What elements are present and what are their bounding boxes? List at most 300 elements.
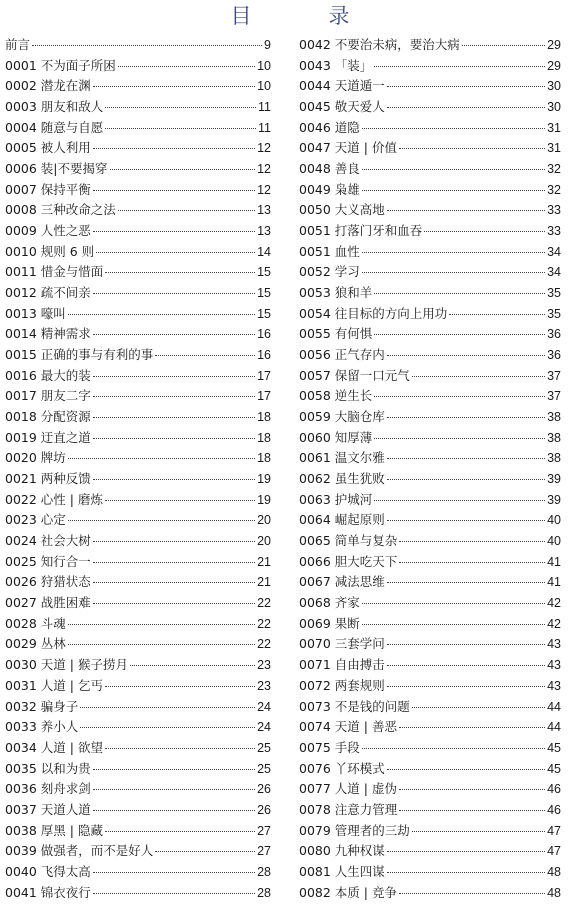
toc-entry-page: 40 (547, 513, 561, 528)
toc-entry-page: 29 (547, 38, 561, 52)
dot-leader (362, 748, 545, 749)
toc-entry[interactable] (5, 283, 271, 304)
dot-leader (374, 293, 545, 294)
toc-entry[interactable] (299, 593, 561, 614)
toc-entry-label: 0052 学习 (299, 264, 360, 280)
dot-leader (399, 810, 545, 811)
dot-leader (93, 438, 255, 439)
toc-entry-page: 16 (257, 348, 271, 363)
dot-leader (374, 438, 545, 439)
toc-entry-page: 16 (257, 327, 271, 342)
toc-entry-label: 0081 人生四谋 (299, 863, 385, 879)
dot-leader (105, 128, 256, 129)
toc-entry[interactable] (5, 56, 271, 77)
dot-leader (93, 872, 255, 873)
dot-leader (105, 686, 255, 687)
toc-entry-page: 13 (257, 224, 271, 239)
toc-entry[interactable] (5, 345, 271, 366)
toc-entry[interactable] (299, 676, 561, 697)
toc-entry[interactable] (5, 614, 271, 635)
toc-entry-label: 0064 崛起原则 (299, 512, 385, 528)
toc-entry-page: 20 (257, 534, 271, 549)
dot-leader (387, 210, 545, 211)
toc-entry[interactable] (5, 262, 271, 283)
toc-entry-page: 25 (257, 761, 271, 776)
toc-entry[interactable] (5, 490, 271, 511)
toc-entry[interactable] (299, 717, 561, 738)
dot-leader (93, 417, 255, 418)
toc-entry-page: 18 (257, 430, 271, 445)
toc-entry[interactable] (5, 428, 271, 449)
toc-entry[interactable] (5, 97, 271, 118)
toc-entry-label: 0010 规则 6 则 (5, 243, 95, 259)
toc-entry-label: 0001 不为面子所困 (5, 57, 116, 73)
dot-leader (118, 210, 255, 211)
dot-leader (462, 45, 545, 46)
toc-entry-page: 15 (257, 286, 271, 301)
toc-entry-label: 0004 随意与自愿 (5, 119, 104, 135)
dot-leader (399, 789, 545, 790)
toc-entry[interactable] (5, 717, 271, 738)
toc-entry-page: 26 (257, 782, 271, 797)
toc-entry-label: 0056 正气存内 (299, 347, 385, 363)
toc-entry-page: 33 (547, 203, 561, 218)
toc-entry-label: 0034 人道 | 欲望 (5, 739, 103, 755)
toc-entry-label: 0003 朋友和敌人 (5, 99, 104, 115)
toc-entry-label: 0063 护城河 (299, 491, 373, 507)
toc-entry-page: 17 (257, 389, 271, 404)
toc-entry[interactable] (5, 738, 271, 759)
dot-leader (387, 769, 545, 770)
toc-entry[interactable] (299, 324, 561, 345)
toc-entry-page: 36 (547, 348, 561, 363)
toc-entry-page: 22 (257, 637, 271, 652)
toc-entry-page: 28 (257, 885, 271, 900)
toc-entry-page: 27 (257, 823, 271, 838)
toc-entry-page: 21 (257, 575, 271, 590)
toc-entry[interactable] (299, 386, 561, 407)
toc-entry[interactable] (299, 159, 561, 180)
toc-entry-page: 11 (258, 100, 271, 115)
toc-entry[interactable] (299, 407, 561, 428)
toc-entry-page: 42 (547, 596, 561, 611)
toc-entry[interactable] (5, 572, 271, 593)
toc-entry-label: 0008 三种改命之法 (5, 202, 116, 218)
toc-entry-page: 41 (547, 554, 561, 569)
dot-leader (68, 314, 255, 315)
toc-entry-page: 17 (257, 368, 271, 383)
toc-entry[interactable] (299, 200, 561, 221)
toc-entry-label: 0005 被人利用 (5, 140, 91, 156)
toc-entry[interactable] (299, 283, 561, 304)
toc-entry-page: 18 (257, 410, 271, 425)
dot-leader (68, 644, 255, 645)
toc-entry-label: 0066 胆大吃天下 (299, 553, 398, 569)
toc-entry[interactable] (5, 697, 271, 718)
toc-entry-label: 0037 天道人道 (5, 801, 91, 817)
toc-entry-page: 44 (547, 699, 561, 714)
dot-leader (130, 665, 255, 666)
toc-entry-page: 48 (547, 864, 561, 879)
toc-entry[interactable] (299, 118, 561, 139)
toc-entry-label: 0027 战胜困难 (5, 595, 91, 611)
dot-leader (362, 624, 545, 625)
dot-leader (387, 458, 545, 459)
toc-entry-page: 37 (547, 389, 561, 404)
toc-entry[interactable] (5, 76, 271, 97)
toc-entry[interactable] (5, 883, 271, 904)
dot-leader (387, 107, 545, 108)
toc-entry-page: 12 (257, 162, 271, 177)
toc-entry[interactable] (5, 448, 271, 469)
dot-leader (387, 479, 545, 480)
toc-entry-page: 38 (547, 410, 561, 425)
toc-entry-label: 前言 (5, 37, 31, 52)
dot-leader (387, 417, 545, 418)
toc-entry[interactable] (5, 35, 271, 56)
toc-entry-label: 0012 疏不间亲 (5, 285, 91, 301)
dot-leader (105, 500, 255, 501)
toc-entry-page: 46 (547, 782, 561, 797)
toc-entry[interactable] (5, 118, 271, 139)
toc-entry-label: 0017 朋友二字 (5, 388, 91, 404)
toc-entry[interactable] (299, 428, 561, 449)
dot-leader (399, 727, 545, 728)
toc-entry-page: 22 (257, 596, 271, 611)
toc-entry-label: 0060 知厚薄 (299, 429, 373, 445)
dot-leader (93, 479, 255, 480)
dot-leader (412, 707, 545, 708)
toc-entry[interactable] (299, 779, 561, 800)
toc-entry-page: 20 (257, 513, 271, 528)
toc-entry-label: 0051 打落门牙和血吞 (299, 223, 423, 239)
toc-entry[interactable] (299, 76, 561, 97)
toc-entry-label: 0031 人道 | 乞丐 (5, 677, 103, 693)
dot-leader (399, 562, 545, 563)
toc-entry-page: 25 (257, 740, 271, 755)
dot-leader (105, 831, 255, 832)
toc-right-column (299, 35, 561, 903)
toc-entry-page: 30 (547, 79, 561, 94)
toc-entry-label: 0016 最大的装 (5, 367, 91, 383)
toc-entry[interactable] (5, 593, 271, 614)
dot-leader (110, 169, 256, 170)
dot-leader (362, 169, 545, 170)
dot-leader (399, 893, 545, 894)
dot-leader (93, 541, 255, 542)
toc-entry-page: 30 (547, 100, 561, 115)
toc-entry-label: 0015 正确的事与有利的事 (5, 347, 154, 363)
toc-entry-label: 0013 嚎叫 (5, 305, 66, 321)
toc-entry-label: 0054 往目标的方向上用功 (299, 305, 448, 321)
toc-entry-page: 37 (547, 368, 561, 383)
toc-entry[interactable] (5, 221, 271, 242)
toc-entry-label: 0071 自由搏击 (299, 657, 385, 673)
toc-entry-page: 34 (547, 244, 561, 259)
dot-leader (412, 376, 545, 377)
toc-entry-label: 0059 大脑仓库 (299, 409, 385, 425)
toc-entry-label: 0070 三套学问 (299, 636, 385, 652)
toc-entry-label: 0024 社会大树 (5, 533, 91, 549)
dot-leader (80, 707, 255, 708)
toc-entry-label: 0065 简单与复杂 (299, 533, 398, 549)
toc-entry-page: 19 (257, 492, 271, 507)
toc-entry-label: 0057 保留一口元气 (299, 367, 410, 383)
toc-entry-label: 0075 手段 (299, 739, 360, 755)
toc-entry[interactable] (299, 738, 561, 759)
toc-entry[interactable] (299, 345, 561, 366)
dot-leader (424, 231, 545, 232)
toc-entry-page: 38 (547, 430, 561, 445)
toc-entry[interactable] (299, 366, 561, 387)
toc-entry-label: 0062 虽生犹败 (299, 471, 385, 487)
toc-entry[interactable] (299, 821, 561, 842)
dot-leader (93, 190, 255, 191)
dot-leader (68, 458, 255, 459)
dot-leader (387, 355, 545, 356)
toc-entry[interactable] (299, 655, 561, 676)
toc-entry[interactable] (5, 759, 271, 780)
dot-leader (93, 562, 255, 563)
toc-entry[interactable] (5, 304, 271, 325)
dot-leader (387, 665, 545, 666)
toc-entry-label: 0074 天道 | 善恶 (299, 719, 397, 735)
dot-leader (80, 727, 255, 728)
toc-entry-page: 45 (547, 761, 561, 776)
toc-entry[interactable] (299, 614, 561, 635)
toc-entry[interactable] (5, 242, 271, 263)
toc-entry-page: 38 (547, 451, 561, 466)
toc-entry-label: 0026 狩猎状态 (5, 574, 91, 590)
dot-leader (362, 190, 545, 191)
toc-entry[interactable] (299, 448, 561, 469)
toc-left-column (5, 35, 271, 903)
toc-entry[interactable] (5, 634, 271, 655)
toc-entry[interactable] (5, 531, 271, 552)
toc-entry-page: 47 (547, 823, 561, 838)
dot-leader (96, 252, 255, 253)
dot-leader (68, 520, 255, 521)
dot-leader (105, 272, 255, 273)
toc-entry[interactable] (299, 221, 561, 242)
dot-leader (362, 272, 545, 273)
dot-leader (399, 148, 545, 149)
toc-entry-page: 41 (547, 575, 561, 590)
toc-entry[interactable] (5, 821, 271, 842)
dot-leader (374, 500, 545, 501)
toc-entry[interactable] (5, 779, 271, 800)
dot-leader (105, 107, 256, 108)
toc-entry-label: 0044 天道遁一 (299, 78, 385, 94)
toc-entry[interactable] (299, 242, 561, 263)
dot-leader (93, 603, 255, 604)
dot-leader (93, 231, 255, 232)
dot-leader (374, 396, 545, 397)
toc-entry-label: 0048 善良 (299, 161, 360, 177)
toc-entry[interactable] (5, 200, 271, 221)
toc-entry[interactable] (299, 97, 561, 118)
toc-entry-page: 10 (257, 58, 271, 73)
toc-entry-label: 0046 道隐 (299, 119, 360, 135)
toc-entry[interactable] (5, 469, 271, 490)
toc-entry-page: 15 (257, 265, 271, 280)
toc-entry[interactable] (5, 800, 271, 821)
toc-entry[interactable] (5, 510, 271, 531)
toc-entry[interactable] (299, 56, 561, 77)
toc-entry-page: 24 (257, 720, 271, 735)
toc-entry[interactable] (299, 862, 561, 883)
dot-leader (362, 128, 545, 129)
toc-entry-label: 0023 心定 (5, 512, 66, 528)
toc-entry-page: 48 (547, 885, 561, 900)
toc-entry[interactable] (299, 552, 561, 573)
toc-entry-page: 39 (547, 472, 561, 487)
dot-leader (374, 334, 545, 335)
toc-entry[interactable] (5, 862, 271, 883)
toc-entry-page: 15 (257, 306, 271, 321)
dot-leader (387, 872, 545, 873)
toc-entry-page: 44 (547, 720, 561, 735)
toc-entry-label: 0058 逆生长 (299, 388, 373, 404)
dot-leader (93, 810, 255, 811)
toc-entry[interactable] (299, 531, 561, 552)
toc-entry-label: 0040 飞得太高 (5, 863, 91, 879)
toc-entry-label: 0045 敬天爱人 (299, 99, 385, 115)
toc-entry-label: 0002 潜龙在渊 (5, 78, 91, 94)
dot-leader (387, 86, 545, 87)
toc-entry-label: 0076 丫环模式 (299, 760, 385, 776)
toc-entry[interactable] (299, 262, 561, 283)
dot-leader (155, 355, 255, 356)
toc-entry-page: 9 (264, 38, 271, 52)
toc-entry-label: 0068 齐家 (299, 595, 360, 611)
toc-entry[interactable] (5, 552, 271, 573)
dot-leader (93, 376, 255, 377)
toc-entry-label: 0019 迂直之道 (5, 429, 91, 445)
toc-entry[interactable] (299, 759, 561, 780)
toc-entry-page: 43 (547, 678, 561, 693)
toc-entry-page: 35 (547, 286, 561, 301)
toc-entry[interactable] (299, 138, 561, 159)
dot-leader (155, 851, 255, 852)
toc-entry-label: 0011 惜金与惜面 (5, 264, 104, 280)
toc-entry[interactable] (5, 655, 271, 676)
toc-entry[interactable] (299, 800, 561, 821)
toc-entry-page: 26 (257, 802, 271, 817)
dot-leader (387, 582, 545, 583)
dot-leader (399, 541, 545, 542)
dot-leader (362, 603, 545, 604)
dot-leader (93, 334, 255, 335)
toc-entry-page: 34 (547, 265, 561, 280)
toc-entry-label: 0036 刻舟求剑 (5, 781, 91, 797)
dot-leader (93, 86, 255, 87)
toc-entry[interactable] (5, 366, 271, 387)
toc-entry-page: 13 (257, 203, 271, 218)
toc-entry[interactable] (299, 304, 561, 325)
toc-entry-label: 0082 本质 | 竞争 (299, 884, 397, 900)
toc-entry-page: 23 (257, 658, 271, 673)
toc-entry-label: 0080 九种权谋 (299, 843, 385, 859)
toc-entry[interactable] (299, 35, 561, 56)
toc-entry[interactable] (5, 407, 271, 428)
toc-entry-label: 0039 做强者，而不是好人 (5, 843, 154, 859)
toc-entry-label: 0050 大义高地 (299, 202, 385, 218)
toc-entry-page: 19 (257, 472, 271, 487)
toc-entry-label: 0038 厚黑 | 隐藏 (5, 822, 103, 838)
toc-entry[interactable] (299, 572, 561, 593)
toc-entry-label: 0043 「装」 (299, 57, 373, 73)
toc-entry-page: 29 (547, 58, 561, 73)
dot-leader (93, 769, 255, 770)
dot-leader (105, 748, 255, 749)
toc-entry[interactable] (5, 676, 271, 697)
toc-entry-label: 0077 人道 | 虚伪 (299, 781, 397, 797)
toc-entry-label: 0079 管理者的三劫 (299, 822, 410, 838)
dot-leader (93, 293, 255, 294)
toc-entry-label: 0018 分配资源 (5, 409, 91, 425)
toc-entry-label: 0078 注意力管理 (299, 801, 398, 817)
toc-entry-page: 32 (547, 182, 561, 197)
dot-leader (68, 624, 255, 625)
dot-leader (449, 314, 545, 315)
toc-entry[interactable] (5, 180, 271, 201)
toc-entry[interactable] (299, 883, 561, 904)
toc-entry-label: 0053 狼和羊 (299, 285, 373, 301)
toc-entry-label: 0051 血性 (299, 243, 360, 259)
dot-leader (387, 686, 545, 687)
toc-entry-label: 0041 锦衣夜行 (5, 884, 91, 900)
toc-entry-label: 0069 果断 (299, 615, 360, 631)
toc-entry[interactable] (299, 180, 561, 201)
toc-entry-page: 12 (257, 182, 271, 197)
toc-entry[interactable] (299, 634, 561, 655)
toc-entry-page: 24 (257, 699, 271, 714)
dot-leader (387, 644, 545, 645)
toc-entry-label: 0049 枭雄 (299, 181, 360, 197)
toc-entry[interactable] (299, 469, 561, 490)
toc-entry-label: 0030 天道 | 猴子捞月 (5, 657, 128, 673)
toc-entry[interactable] (5, 386, 271, 407)
toc-entry[interactable] (299, 510, 561, 531)
toc-entry[interactable] (5, 159, 271, 180)
dot-leader (374, 66, 545, 67)
toc-entry-label: 0006 装|不要揭穿 (5, 161, 108, 177)
toc-entry-label: 0055 有何惧 (299, 326, 373, 342)
toc-entry-label: 0020 牌坊 (5, 450, 66, 466)
toc-entry-label: 0061 温文尔雅 (299, 450, 385, 466)
toc-entry-page: 36 (547, 327, 561, 342)
toc-entry[interactable] (299, 490, 561, 511)
toc-entry-label: 0029 丛林 (5, 636, 66, 652)
dot-leader (32, 45, 262, 46)
toc-entry[interactable] (5, 841, 271, 862)
dot-leader (93, 789, 255, 790)
toc-entry-page: 31 (547, 120, 561, 135)
dot-leader (93, 893, 255, 894)
toc-entry[interactable] (5, 138, 271, 159)
dot-leader (387, 851, 545, 852)
toc-entry-label: 0072 两套规则 (299, 677, 385, 693)
toc-entry-label: 0028 斗魂 (5, 615, 66, 631)
toc-entry[interactable] (299, 697, 561, 718)
toc-entry[interactable] (5, 324, 271, 345)
dot-leader (93, 396, 255, 397)
dot-leader (412, 831, 545, 832)
toc-entry-label: 0047 天道 | 价值 (299, 140, 397, 156)
toc-entry[interactable] (299, 841, 561, 862)
toc-entry-page: 42 (547, 616, 561, 631)
